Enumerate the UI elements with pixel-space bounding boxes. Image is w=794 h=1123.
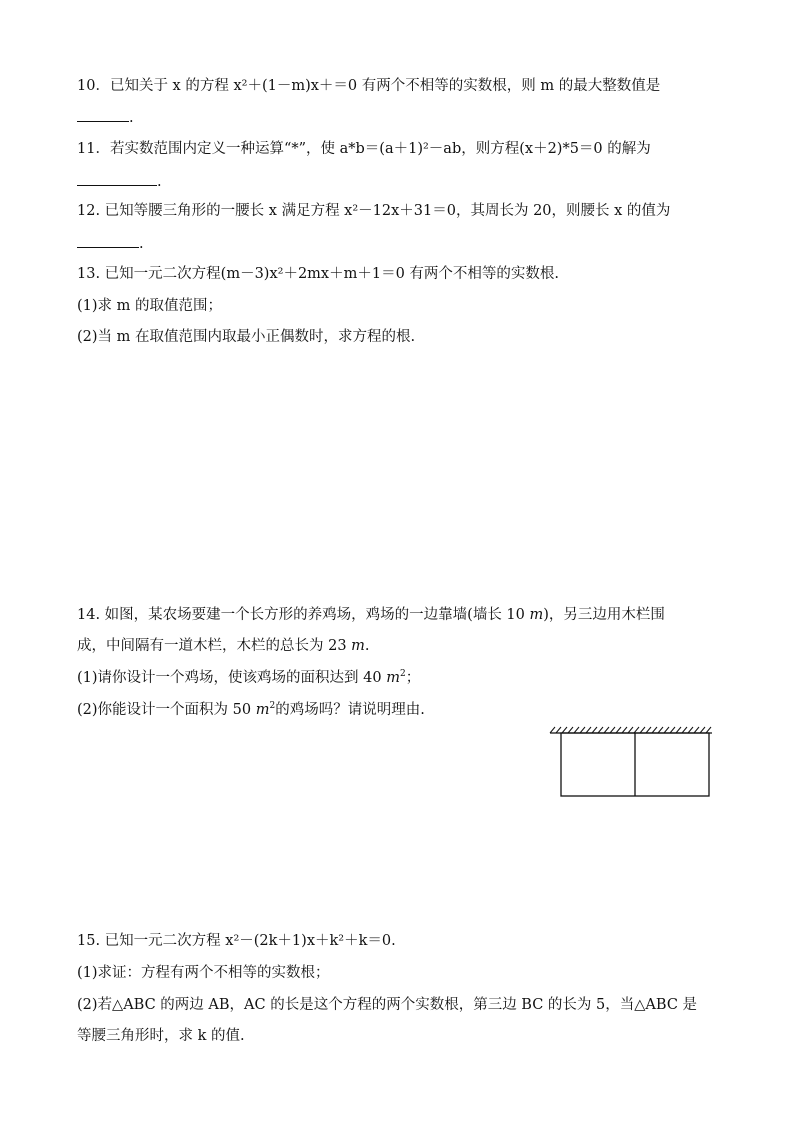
q13-part2: (2)当 m 在取值范围内取最小正偶数时，求方程的根. bbox=[77, 329, 416, 345]
q14-area-unit-1: m bbox=[386, 670, 400, 686]
q15-text: 15. 已知一元二次方程 x²－(2k＋1)x＋k²＋k＝0. bbox=[77, 933, 396, 949]
q12-text: 12. 已知等腰三角形的一腰长 x 满足方程 x²－12x＋31＝0，其周长为 20，则腰长 x 的值为 bbox=[77, 203, 671, 219]
q14-area-sup-1: 2 bbox=[399, 669, 406, 679]
q13-text: 13. 已知一元二次方程(m－3)x²＋2mx＋m＋1＝0 有两个不相等的实数根. bbox=[77, 266, 560, 282]
q14-line2-a: 成，中间隔有一道木栏，木栏的总长为 23 bbox=[77, 638, 352, 654]
q10-text: 10．已知关于 x 的方程 x²＋(1－m)x＋＝0 有两个不相等的实数根，则 m 的最大整数值是 bbox=[77, 78, 661, 94]
wall-hatching bbox=[550, 727, 711, 733]
q14-text-line1 bbox=[77, 605, 665, 625]
q14-part1-b: ； bbox=[405, 670, 421, 686]
chicken-coop-figure bbox=[548, 725, 716, 803]
q14-wall-unit: m bbox=[529, 607, 544, 623]
q11-answer-blank bbox=[77, 171, 162, 192]
q15-part2-line2: 等腰三角形时，求 k 的值. bbox=[77, 1028, 245, 1044]
q14-part1 bbox=[77, 668, 420, 688]
q12-blank-underline bbox=[77, 233, 139, 248]
q14-part2 bbox=[77, 700, 425, 720]
q14-line1-b: )，另三边用木栏围 bbox=[543, 607, 665, 623]
q13-part1: (1)求 m 的取值范围； bbox=[77, 298, 223, 314]
q11-text: 11．若实数范围内定义一种运算“*”，使 a*b＝(a＋1)²－ab，则方程(x＋2)*5＝0 的解为 bbox=[77, 141, 651, 157]
q14-part2-b: 的鸡场吗？请说明理由. bbox=[275, 702, 425, 718]
q14-area-unit-2: m bbox=[255, 702, 270, 718]
q10-answer-blank bbox=[77, 107, 134, 128]
q14-part1-a: (1)请你设计一个鸡场，使该鸡场的面积达到 40 bbox=[77, 670, 387, 686]
q10-blank-period: . bbox=[129, 110, 134, 126]
q14-part2-a: (2)你能设计一个面积为 50 bbox=[77, 702, 256, 718]
q14-text-line2 bbox=[77, 636, 370, 656]
q12-answer-blank bbox=[77, 233, 144, 254]
q10-blank-underline bbox=[77, 107, 129, 122]
q14-fence-unit: m bbox=[351, 638, 365, 654]
q11-blank-underline bbox=[77, 171, 157, 186]
q14-line1-a: 14. 如图，某农场要建一个长方形的养鸡场，鸡场的一边靠墙(墙长 10 bbox=[77, 607, 530, 623]
q15-part2-line1: (2)若△ABC 的两边 AB，AC 的长是这个方程的两个实数根，第三边 BC 的长为 5，当△ABC 是 bbox=[77, 997, 698, 1013]
q12-blank-period: . bbox=[139, 236, 144, 252]
q14-line2-b: . bbox=[364, 638, 370, 654]
q14-area-sup-2: 2 bbox=[269, 701, 276, 711]
q15-part1: (1)求证：方程有两个不相等的实数根； bbox=[77, 965, 330, 981]
q11-blank-period: . bbox=[157, 174, 162, 190]
